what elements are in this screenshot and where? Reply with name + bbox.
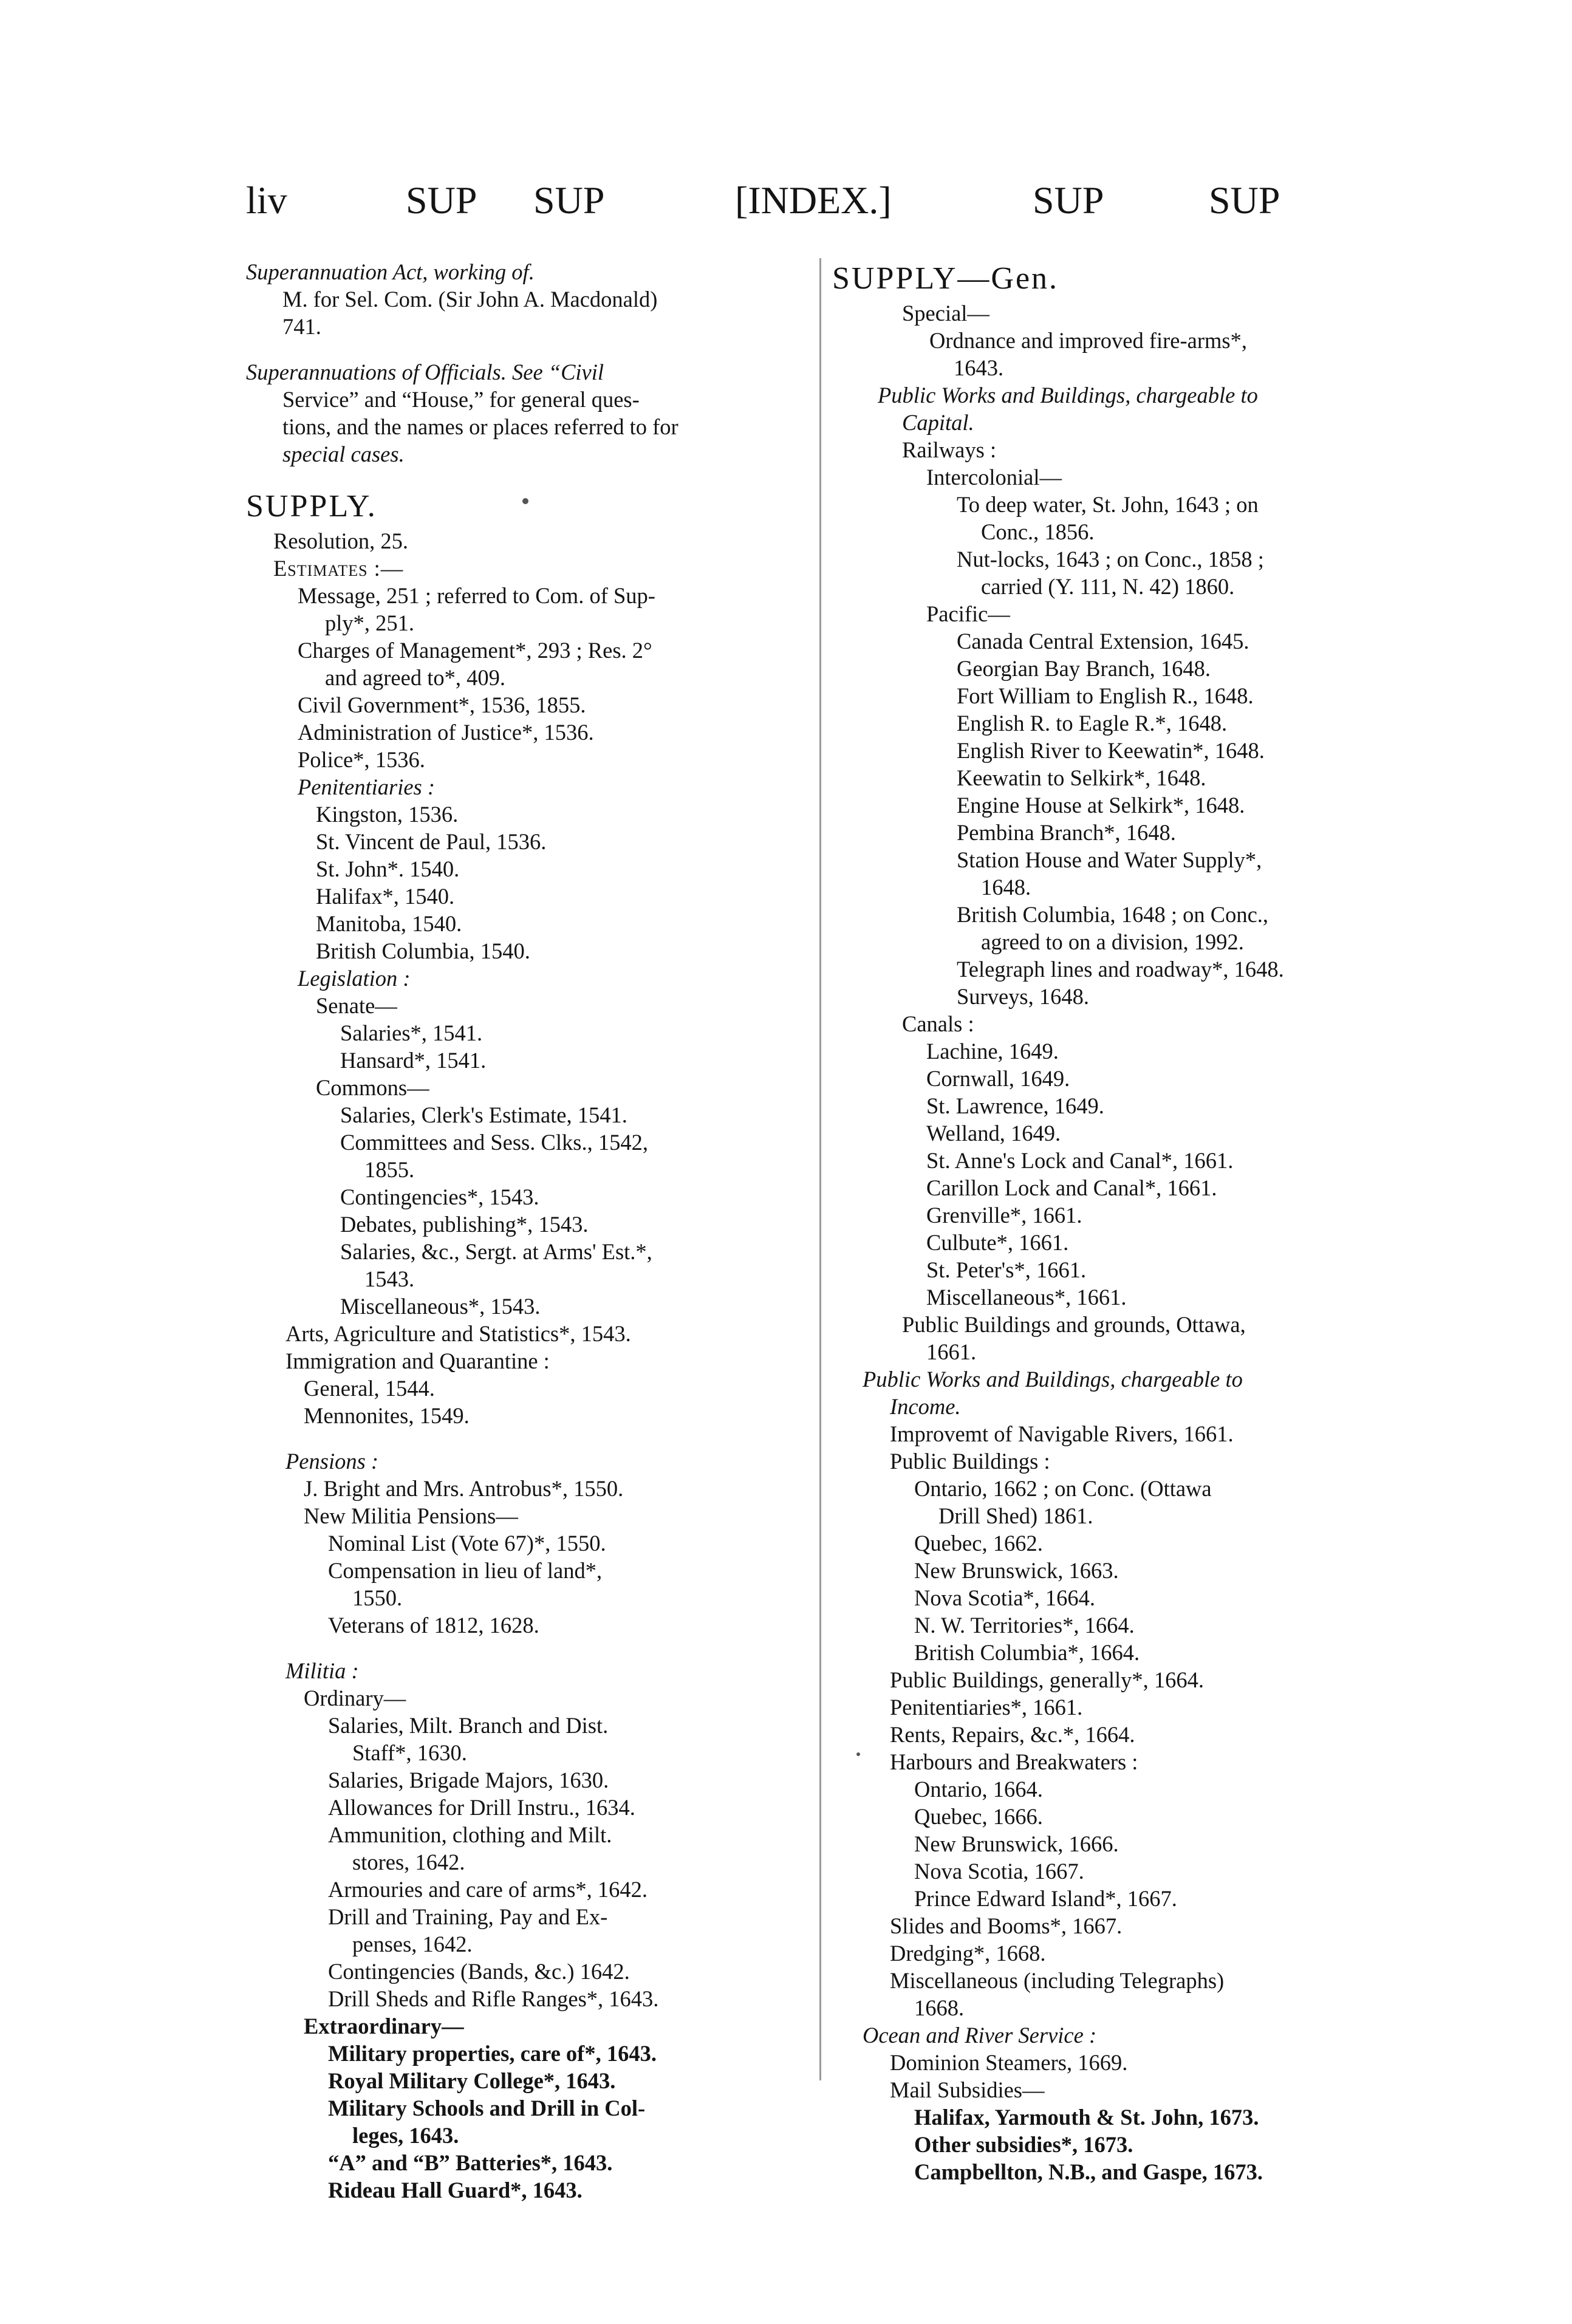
index-entry: Mail Subsidies— xyxy=(890,2077,1045,2102)
index-entry: Miscellaneous (including Telegraphs) xyxy=(890,1968,1225,1993)
page-number: liv xyxy=(246,179,287,222)
index-entry: Canals : xyxy=(902,1011,974,1036)
header-left-key-1: SUP xyxy=(406,179,477,222)
index-entry: J. Bright and Mrs. Antrobus*, 1550. xyxy=(304,1476,624,1501)
index-entry: Nominal List (Vote 67)*, 1550. xyxy=(328,1531,606,1556)
index-entry: N. W. Territories*, 1664. xyxy=(914,1613,1135,1638)
index-entry: Military Schools and Drill in Col- xyxy=(328,2096,646,2121)
index-entry: Culbute*, 1661. xyxy=(926,1230,1069,1255)
index-entry: Welland, 1649. xyxy=(926,1121,1061,1146)
index-entry: penses, 1642. xyxy=(352,1932,473,1957)
index-entry: Manitoba, 1540. xyxy=(316,911,462,936)
index-entry: Public Works and Buildings, chargeable to xyxy=(878,383,1258,408)
index-entry: Halifax*, 1540. xyxy=(316,884,455,909)
index-entry: English R. to Eagle R.*, 1648. xyxy=(957,711,1228,736)
index-entry: Immigration and Quarantine : xyxy=(285,1348,550,1373)
index-entry: and agreed to*, 409. xyxy=(325,665,505,690)
index-entry: special cases. xyxy=(282,442,405,467)
index-entry: Pembina Branch*, 1648. xyxy=(957,820,1176,845)
index-entry: 1643. xyxy=(954,355,1004,380)
index-entry: 1668. xyxy=(914,1995,965,2020)
index-entry: Arts, Agriculture and Statistics*, 1543. xyxy=(285,1321,631,1346)
index-entry: St. John*. 1540. xyxy=(316,856,460,881)
index-entry: Rents, Repairs, &c.*, 1664. xyxy=(890,1722,1135,1747)
index-entry: St. Vincent de Paul, 1536. xyxy=(316,829,547,854)
index-entry: To deep water, St. John, 1643 ; on xyxy=(957,492,1259,517)
index-entry: Superannuation Act, working of. xyxy=(246,259,535,284)
index-entry: Special— xyxy=(902,301,989,326)
index-entry: leges, 1643. xyxy=(352,2123,459,2148)
index-entry: Salaries, Clerk's Estimate, 1541. xyxy=(340,1102,627,1127)
index-entry: Contingencies*, 1543. xyxy=(340,1184,539,1209)
index-entry: Kingston, 1536. xyxy=(316,802,459,827)
index-entry: Surveys, 1648. xyxy=(957,984,1089,1009)
index-entry: Public Buildings and grounds, Ottawa, xyxy=(902,1312,1246,1337)
index-entry: 741. xyxy=(282,314,321,339)
index-entry: Legislation : xyxy=(298,966,411,991)
index-entry: Campbellton, N.B., and Gaspe, 1673. xyxy=(914,2159,1263,2184)
index-entry: Miscellaneous*, 1661. xyxy=(926,1285,1127,1310)
index-entry: St. Anne's Lock and Canal*, 1661. xyxy=(926,1148,1234,1173)
index-entry: Salaries*, 1541. xyxy=(340,1020,483,1045)
index-entry: Armouries and care of arms*, 1642. xyxy=(328,1877,648,1902)
index-entry: Pensions : xyxy=(285,1449,379,1474)
left-column xyxy=(246,258,820,2204)
index-entry: Drill and Training, Pay and Ex- xyxy=(328,1904,608,1929)
index-entry: Senate— xyxy=(316,993,397,1018)
index-entry: Salaries, &c., Sergt. at Arms' Est.*, xyxy=(340,1239,652,1264)
index-entry: Rideau Hall Guard*, 1643. xyxy=(328,2178,583,2203)
index-entry: tions, and the names or places referred to for xyxy=(282,414,678,439)
index-entry: Nut-locks, 1643 ; on Conc., 1858 ; xyxy=(957,547,1264,572)
index-entry: Carillon Lock and Canal*, 1661. xyxy=(926,1175,1217,1200)
index-entry: New Brunswick, 1666. xyxy=(914,1831,1119,1856)
index-entry: Quebec, 1662. xyxy=(914,1531,1043,1556)
index-entry: Improvemt of Navigable Rivers, 1661. xyxy=(890,1421,1234,1446)
index-entry: 1648. xyxy=(981,875,1031,900)
index-entry: Lachine, 1649. xyxy=(926,1039,1059,1064)
ink-speck xyxy=(856,1752,860,1756)
index-entry: Other subsidies*, 1673. xyxy=(914,2132,1133,2157)
index-entry: Penitentiaries*, 1661. xyxy=(890,1695,1083,1720)
index-heading: SUPPLY—Gen. xyxy=(832,261,1059,296)
index-entry: Georgian Bay Branch, 1648. xyxy=(957,656,1211,681)
index-entry: Civil Government*, 1536, 1855. xyxy=(298,692,586,717)
index-entry: Military properties, care of*, 1643. xyxy=(328,2041,657,2066)
index-entry: Drill Sheds and Rifle Ranges*, 1643. xyxy=(328,1986,659,2011)
index-entry: Public Works and Buildings, chargeable to xyxy=(863,1367,1243,1392)
index-entry: Police*, 1536. xyxy=(298,747,425,772)
header-right-key-2: SUP xyxy=(1209,179,1280,222)
right-column xyxy=(832,258,1403,2186)
ink-speck xyxy=(522,498,528,504)
index-entry: M. for Sel. Com. (Sir John A. Macdonald) xyxy=(282,287,658,312)
index-entry: carried (Y. 111, N. 42) 1860. xyxy=(981,574,1235,599)
header-left-key-2: SUP xyxy=(533,179,605,222)
index-entry: Miscellaneous*, 1543. xyxy=(340,1294,541,1319)
index-entry: Keewatin to Selkirk*, 1648. xyxy=(957,765,1206,790)
index-entry: Pacific— xyxy=(926,601,1010,626)
index-entry: Drill Shed) 1861. xyxy=(938,1503,1093,1528)
index-entry: St. Lawrence, 1649. xyxy=(926,1093,1104,1118)
index-entry: Committees and Sess. Clks., 1542, xyxy=(340,1130,648,1155)
index-entry: Ocean and River Service : xyxy=(863,2023,1097,2048)
index-entry: Staff*, 1630. xyxy=(352,1740,467,1765)
index-entry: Cornwall, 1649. xyxy=(926,1066,1070,1091)
index-entry: Income. xyxy=(890,1394,961,1419)
index-entry: New Brunswick, 1663. xyxy=(914,1558,1119,1583)
index-entry: Veterans of 1812, 1628. xyxy=(328,1613,539,1638)
index-heading: SUPPLY. xyxy=(246,489,377,524)
index-entry: Royal Military College*, 1643. xyxy=(328,2068,616,2093)
index-entry: Public Buildings : xyxy=(890,1449,1050,1474)
index-entry: Ontario, 1662 ; on Conc. (Ottawa xyxy=(914,1476,1212,1501)
index-entry: Capital. xyxy=(902,410,974,435)
index-entry: Salaries, Brigade Majors, 1630. xyxy=(328,1768,609,1793)
index-entry: General, 1544. xyxy=(304,1376,435,1401)
index-entry: Mennonites, 1549. xyxy=(304,1403,470,1428)
index-entry: Canada Central Extension, 1645. xyxy=(957,629,1249,654)
index-entry: Public Buildings, generally*, 1664. xyxy=(890,1667,1205,1692)
index-entry: Hansard*, 1541. xyxy=(340,1048,487,1073)
index-entry: English River to Keewatin*, 1648. xyxy=(957,738,1265,763)
index-entry: “A” and “B” Batteries*, 1643. xyxy=(328,2150,613,2175)
index-entry: Intercolonial— xyxy=(926,465,1062,490)
header-right-key-1: SUP xyxy=(1033,179,1104,222)
header-center-title: [INDEX.] xyxy=(735,179,892,222)
index-entry: Halifax, Yarmouth & St. John, 1673. xyxy=(914,2105,1259,2130)
index-entry: Dominion Steamers, 1669. xyxy=(890,2050,1128,2075)
index-entry: British Columbia, 1648 ; on Conc., xyxy=(957,902,1269,927)
index-entry: Salaries, Milt. Branch and Dist. xyxy=(328,1713,609,1738)
index-entry: Ordnance and improved fire-arms*, xyxy=(929,328,1247,353)
index-entry: Resolution, 25. xyxy=(273,528,409,553)
index-entry: British Columbia, 1540. xyxy=(316,938,530,963)
index-entry: 1855. xyxy=(364,1157,415,1182)
index-entry: Penitentiaries : xyxy=(298,774,436,799)
index-entry: Grenville*, 1661. xyxy=(926,1203,1082,1228)
index-entry: Superannuations of Officials. See “Civil xyxy=(246,360,604,384)
index-entry: Administration of Justice*, 1536. xyxy=(298,720,594,745)
index-entry: Station House and Water Supply*, xyxy=(957,847,1262,872)
index-entry: Extraordinary— xyxy=(304,2014,464,2039)
index-entry: New Militia Pensions— xyxy=(304,1503,518,1528)
index-entry: St. Peter's*, 1661. xyxy=(926,1257,1087,1282)
index-entry: Militia : xyxy=(285,1658,359,1683)
index-entry: Compensation in lieu of land*, xyxy=(328,1558,603,1583)
index-entry: Service” and “House,” for general ques- xyxy=(282,387,640,412)
column-divider xyxy=(819,258,821,2080)
index-entry: Telegraph lines and roadway*, 1648. xyxy=(957,957,1284,982)
index-entry: Ordinary— xyxy=(304,1686,406,1711)
index-entry: Nova Scotia, 1667. xyxy=(914,1859,1084,1884)
index-entry: Harbours and Breakwaters : xyxy=(890,1749,1138,1774)
index-entry: 1550. xyxy=(352,1585,403,1610)
index-entry: Contingencies (Bands, &c.) 1642. xyxy=(328,1959,630,1984)
index-entry: Message, 251 ; referred to Com. of Sup- xyxy=(298,583,655,608)
index-entry: Prince Edward Island*, 1667. xyxy=(914,1886,1177,1911)
index-entry: Ontario, 1664. xyxy=(914,1777,1043,1802)
index-entry: ply*, 251. xyxy=(325,610,415,635)
index-entry: Nova Scotia*, 1664. xyxy=(914,1585,1096,1610)
index-entry: Slides and Booms*, 1667. xyxy=(890,1913,1123,1938)
index-entry: Conc., 1856. xyxy=(981,519,1095,544)
index-entry: Allowances for Drill Instru., 1634. xyxy=(328,1795,635,1820)
index-entry: Railways : xyxy=(902,437,997,462)
index-entry: Engine House at Selkirk*, 1648. xyxy=(957,793,1245,818)
index-entry: stores, 1642. xyxy=(352,1850,465,1875)
index-entry: Charges of Management*, 293 ; Res. 2° xyxy=(298,638,652,663)
index-entry: Commons— xyxy=(316,1075,429,1100)
index-entry: Quebec, 1666. xyxy=(914,1804,1043,1829)
index-entry: 1661. xyxy=(926,1339,977,1364)
index-entry: Dredging*, 1668. xyxy=(890,1941,1046,1966)
index-entry: Debates, publishing*, 1543. xyxy=(340,1212,589,1237)
index-entry: Ammunition, clothing and Milt. xyxy=(328,1822,612,1847)
index-entry: Estimates :— xyxy=(273,556,404,581)
index-entry: Fort William to English R., 1648. xyxy=(957,683,1254,708)
index-entry: 1543. xyxy=(364,1266,415,1291)
index-entry: agreed to on a division, 1992. xyxy=(981,929,1244,954)
index-entry: British Columbia*, 1664. xyxy=(914,1640,1140,1665)
